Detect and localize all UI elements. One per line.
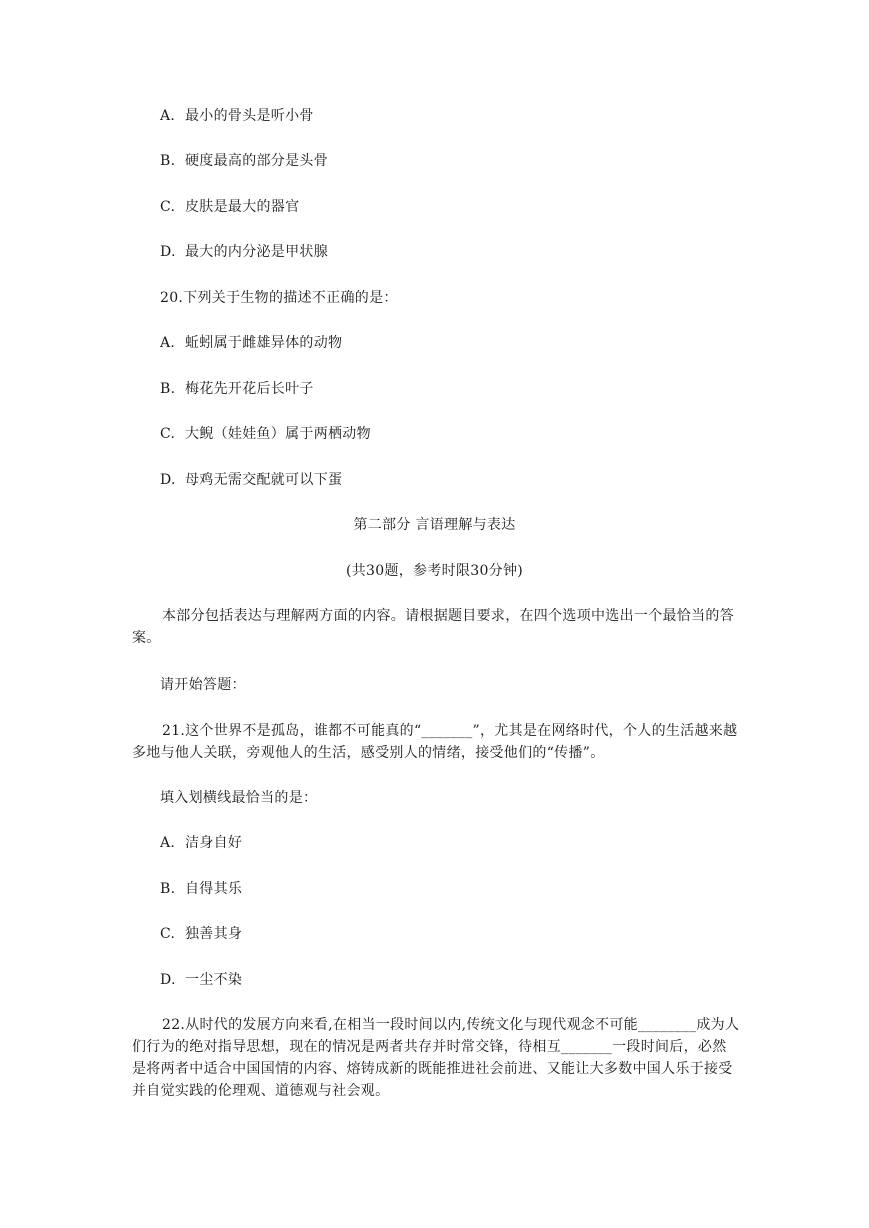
- section-intro: 本部分包括表达与理解两方面的内容。请根据题目要求，在四个选项中选出一个最恰当的答案。: [132, 608, 734, 646]
- q19-option-c: C. 皮肤是最大的器官: [160, 199, 300, 215]
- q20-option-c: C. 大鲵（娃娃鱼）属于两栖动物: [160, 426, 371, 442]
- q19-option-b: B. 硬度最高的部分是头骨: [160, 153, 328, 169]
- q20-stem: 20.下列关于生物的描述不正确的是：: [160, 290, 398, 306]
- q22-stem: 22.从时代的发展方向来看,在相当一段时间以内,传统文化与现代观念不可能________成为人们行为的绝对指导思想，现在的情况是两者共存并时常交锋，待相互_______一段时间后，必然是将两者中适合中国国情的内容、熔铸成新的既能推进社会前进、又能让大多数中国人乐于接受并自觉实践的伦理观、道德观与社会观。: [132, 1017, 740, 1099]
- q21-stem: 21.这个世界不是孤岛，谁都不可能真的“_______”，尤其是在网络时代，个人的生活越来越多地与他人关联，旁观他人的生活，感受别人的情绪，接受他们的“传播”。: [132, 723, 738, 761]
- q21-option-a: A. 洁身自好: [160, 835, 243, 851]
- q19-option-a: A. 最小的骨头是听小骨: [160, 108, 314, 124]
- q21-prompt: 填入划横线最恰当的是：: [160, 790, 318, 806]
- q21-option-c: C. 独善其身: [160, 926, 243, 942]
- q21-option-b: B. 自得其乐: [160, 881, 243, 897]
- q20-option-a: A. 蚯蚓属于雌雄异体的动物: [160, 335, 343, 351]
- section-title: 第二部分 言语理解与表达: [353, 517, 516, 533]
- q19-option-d: D. 最大的内分泌是甲状腺: [160, 244, 328, 260]
- section-subtitle: (共30题，参考时限30分钟): [345, 563, 524, 579]
- start-instruction: 请开始答题：: [160, 677, 246, 693]
- q20-option-b: B. 梅花先开花后长叶子: [160, 381, 314, 397]
- q21-option-d: D. 一尘不染: [160, 972, 243, 988]
- q20-option-d: D. 母鸡无需交配就可以下蛋: [160, 472, 343, 488]
